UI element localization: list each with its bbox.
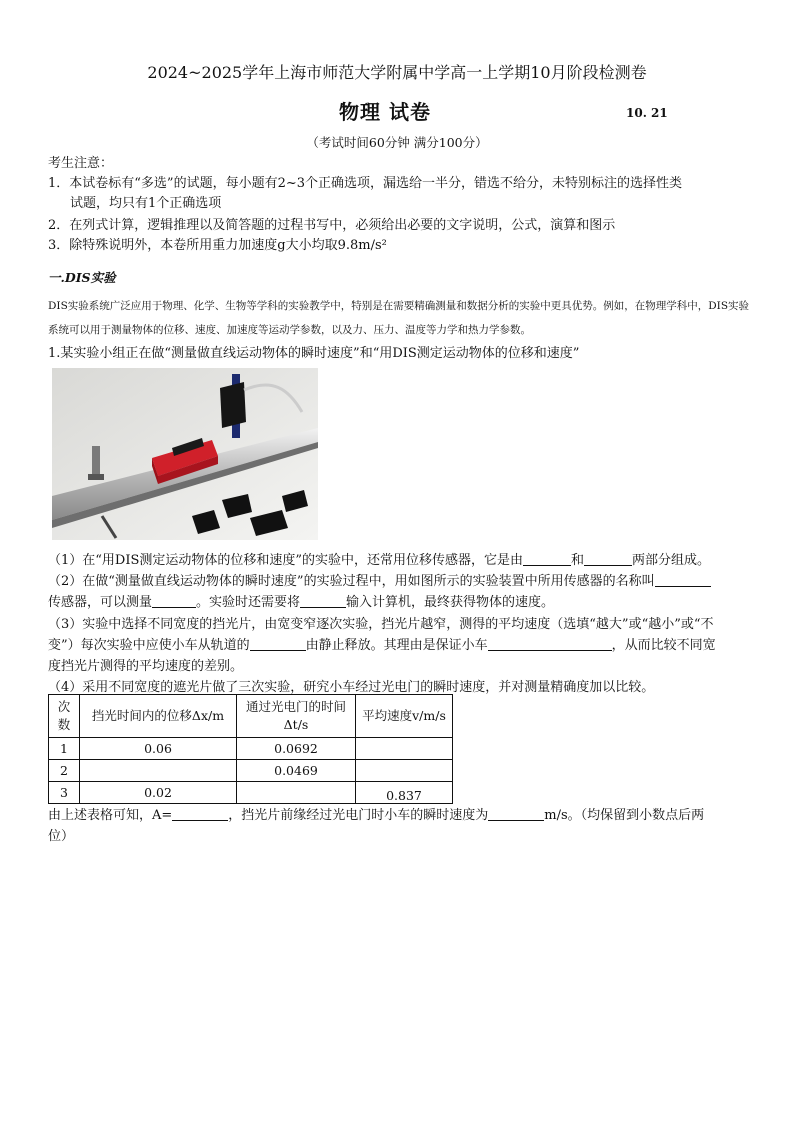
question-text: 和 xyxy=(571,553,585,568)
table-cell: 1 xyxy=(49,738,80,760)
question-part-3-end xyxy=(48,655,243,674)
question-part-1 xyxy=(48,549,710,568)
subject-title: 物理 试卷 xyxy=(339,100,431,124)
table-header: 挡光时间内的位移Δx/m xyxy=(80,695,237,738)
answer-blank[interactable] xyxy=(152,593,196,608)
notes-title: 考生注意： xyxy=(48,156,114,171)
question-followup-end: 位） xyxy=(48,829,75,844)
header-line: 通过光电门的时间 xyxy=(245,699,346,714)
question-text: ，从而比较不同宽 xyxy=(611,638,716,653)
question-text: （2）在做“测量做直线运动物体的瞬时速度”的实验过程中，用如图所示的实验装置中所用传感器的名称叫 xyxy=(48,574,655,589)
question-text: （3）实验中选择不同宽度的挡光片，由宽变窄逐次实验，挡光片越窄，测得的平均速度（选填“越大”或“越小”或“不 xyxy=(48,617,714,632)
question-text: m/s。（均保留到小数点后两 xyxy=(544,808,705,823)
question-text: 变”）每次实验中应使小车从轨道的 xyxy=(48,638,250,653)
table-cell xyxy=(80,760,237,782)
question-stem: 1.某实验小组正在做“测量做直线运动物体的瞬时速度”和“用DIS测定运动物体的位移和速度” xyxy=(48,346,580,361)
apparatus-photo xyxy=(52,368,318,540)
answer-blank[interactable] xyxy=(655,572,711,587)
question-part-4: （4）采用不同宽度的遮光片做了三次实验，研究小车经过光电门的瞬时速度，并对测量精确度加以比较。 xyxy=(48,680,655,695)
table-cell xyxy=(356,760,453,782)
exam-info: （考试时间60分钟 满分100分） xyxy=(306,135,488,150)
answer-blank[interactable] xyxy=(488,806,544,821)
question-text: 。实验时还需要将 xyxy=(196,595,301,610)
question-text: 传感器，可以测量 xyxy=(48,595,153,610)
table-cell xyxy=(237,782,356,804)
answer-blank[interactable] xyxy=(488,636,612,651)
question-part-3 xyxy=(48,613,714,632)
exam-title: 2024~2025学年上海市师范大学附属中学高一上学期10月阶段检测卷 xyxy=(147,63,647,82)
table-row xyxy=(49,760,453,782)
table-cell: 3 xyxy=(49,782,80,804)
table-cell: 2 xyxy=(49,760,80,782)
table-header xyxy=(237,695,356,738)
table-cell: 0.0692 xyxy=(237,738,356,760)
table-row xyxy=(49,738,453,760)
note-item: 3．除特殊说明外，本卷所用重力加速度g大小均取9.8m/s² xyxy=(48,238,387,253)
answer-blank[interactable] xyxy=(523,551,571,566)
question-part-3-cont xyxy=(48,634,716,653)
question-text: 输入计算机，最终获得物体的速度。 xyxy=(346,595,555,610)
answer-blank[interactable] xyxy=(300,593,346,608)
table-header: 平均速度v/m/s xyxy=(356,695,453,738)
answer-blank[interactable] xyxy=(584,551,632,566)
table-header-row xyxy=(49,695,453,738)
answer-blank[interactable] xyxy=(172,806,228,821)
question-text: 由上述表格可知，A= xyxy=(48,808,173,823)
data-table xyxy=(48,694,453,804)
question-text: （1）在“用DIS测定运动物体的位移和速度”的实验中，还常用位移传感器，它是由 xyxy=(48,553,524,568)
table-cell: 0.02 xyxy=(80,782,237,804)
section-intro: DIS实验系统广泛应用于物理、化学、生物等学科的实验教学中，特别是在需要精确测量和数据分析的实验中更具优势。例如，在物理学科中，DIS实验系统可以用于测量物体的位移、速度、加速度等运动学参数，以及力、压力、温度等力学和热力学参数。 xyxy=(48,300,750,336)
note-item: 1．本试卷标有“多选”的试题，每小题有2~3个正确选项，漏选给一半分，错选不给分，未特别标注的选择性类 xyxy=(48,176,682,191)
section-title: 一.DIS实验 xyxy=(48,270,116,285)
table-cell xyxy=(356,738,453,760)
exam-date: 10. 21 xyxy=(626,106,668,120)
question-text: 由静止释放。其理由是保证小车 xyxy=(305,638,488,653)
question-part-2-cont xyxy=(48,591,554,610)
question-followup xyxy=(48,804,704,823)
answer-blank[interactable] xyxy=(250,636,306,651)
note-item: 2．在列式计算，逻辑推理以及简答题的过程书写中，必须给出必要的文字说明，公式，演算和图示 xyxy=(48,218,616,233)
table-row xyxy=(49,782,453,804)
question-text: ，挡光片前缘经过光电门时小车的瞬时速度为 xyxy=(228,808,489,823)
note-item: 试题，均只有1个正确选项 xyxy=(70,196,222,211)
question-text: 度挡光片测得的平均速度的差别。 xyxy=(48,659,244,674)
table-header: 次数 xyxy=(49,695,80,738)
table-cell: 0.0469 xyxy=(237,760,356,782)
question-part-2 xyxy=(48,570,711,589)
table-cell: 0.837 xyxy=(356,782,453,804)
table-cell: 0.06 xyxy=(80,738,237,760)
header-line: Δt/s xyxy=(283,717,309,732)
question-text: 两部分组成。 xyxy=(632,553,711,568)
